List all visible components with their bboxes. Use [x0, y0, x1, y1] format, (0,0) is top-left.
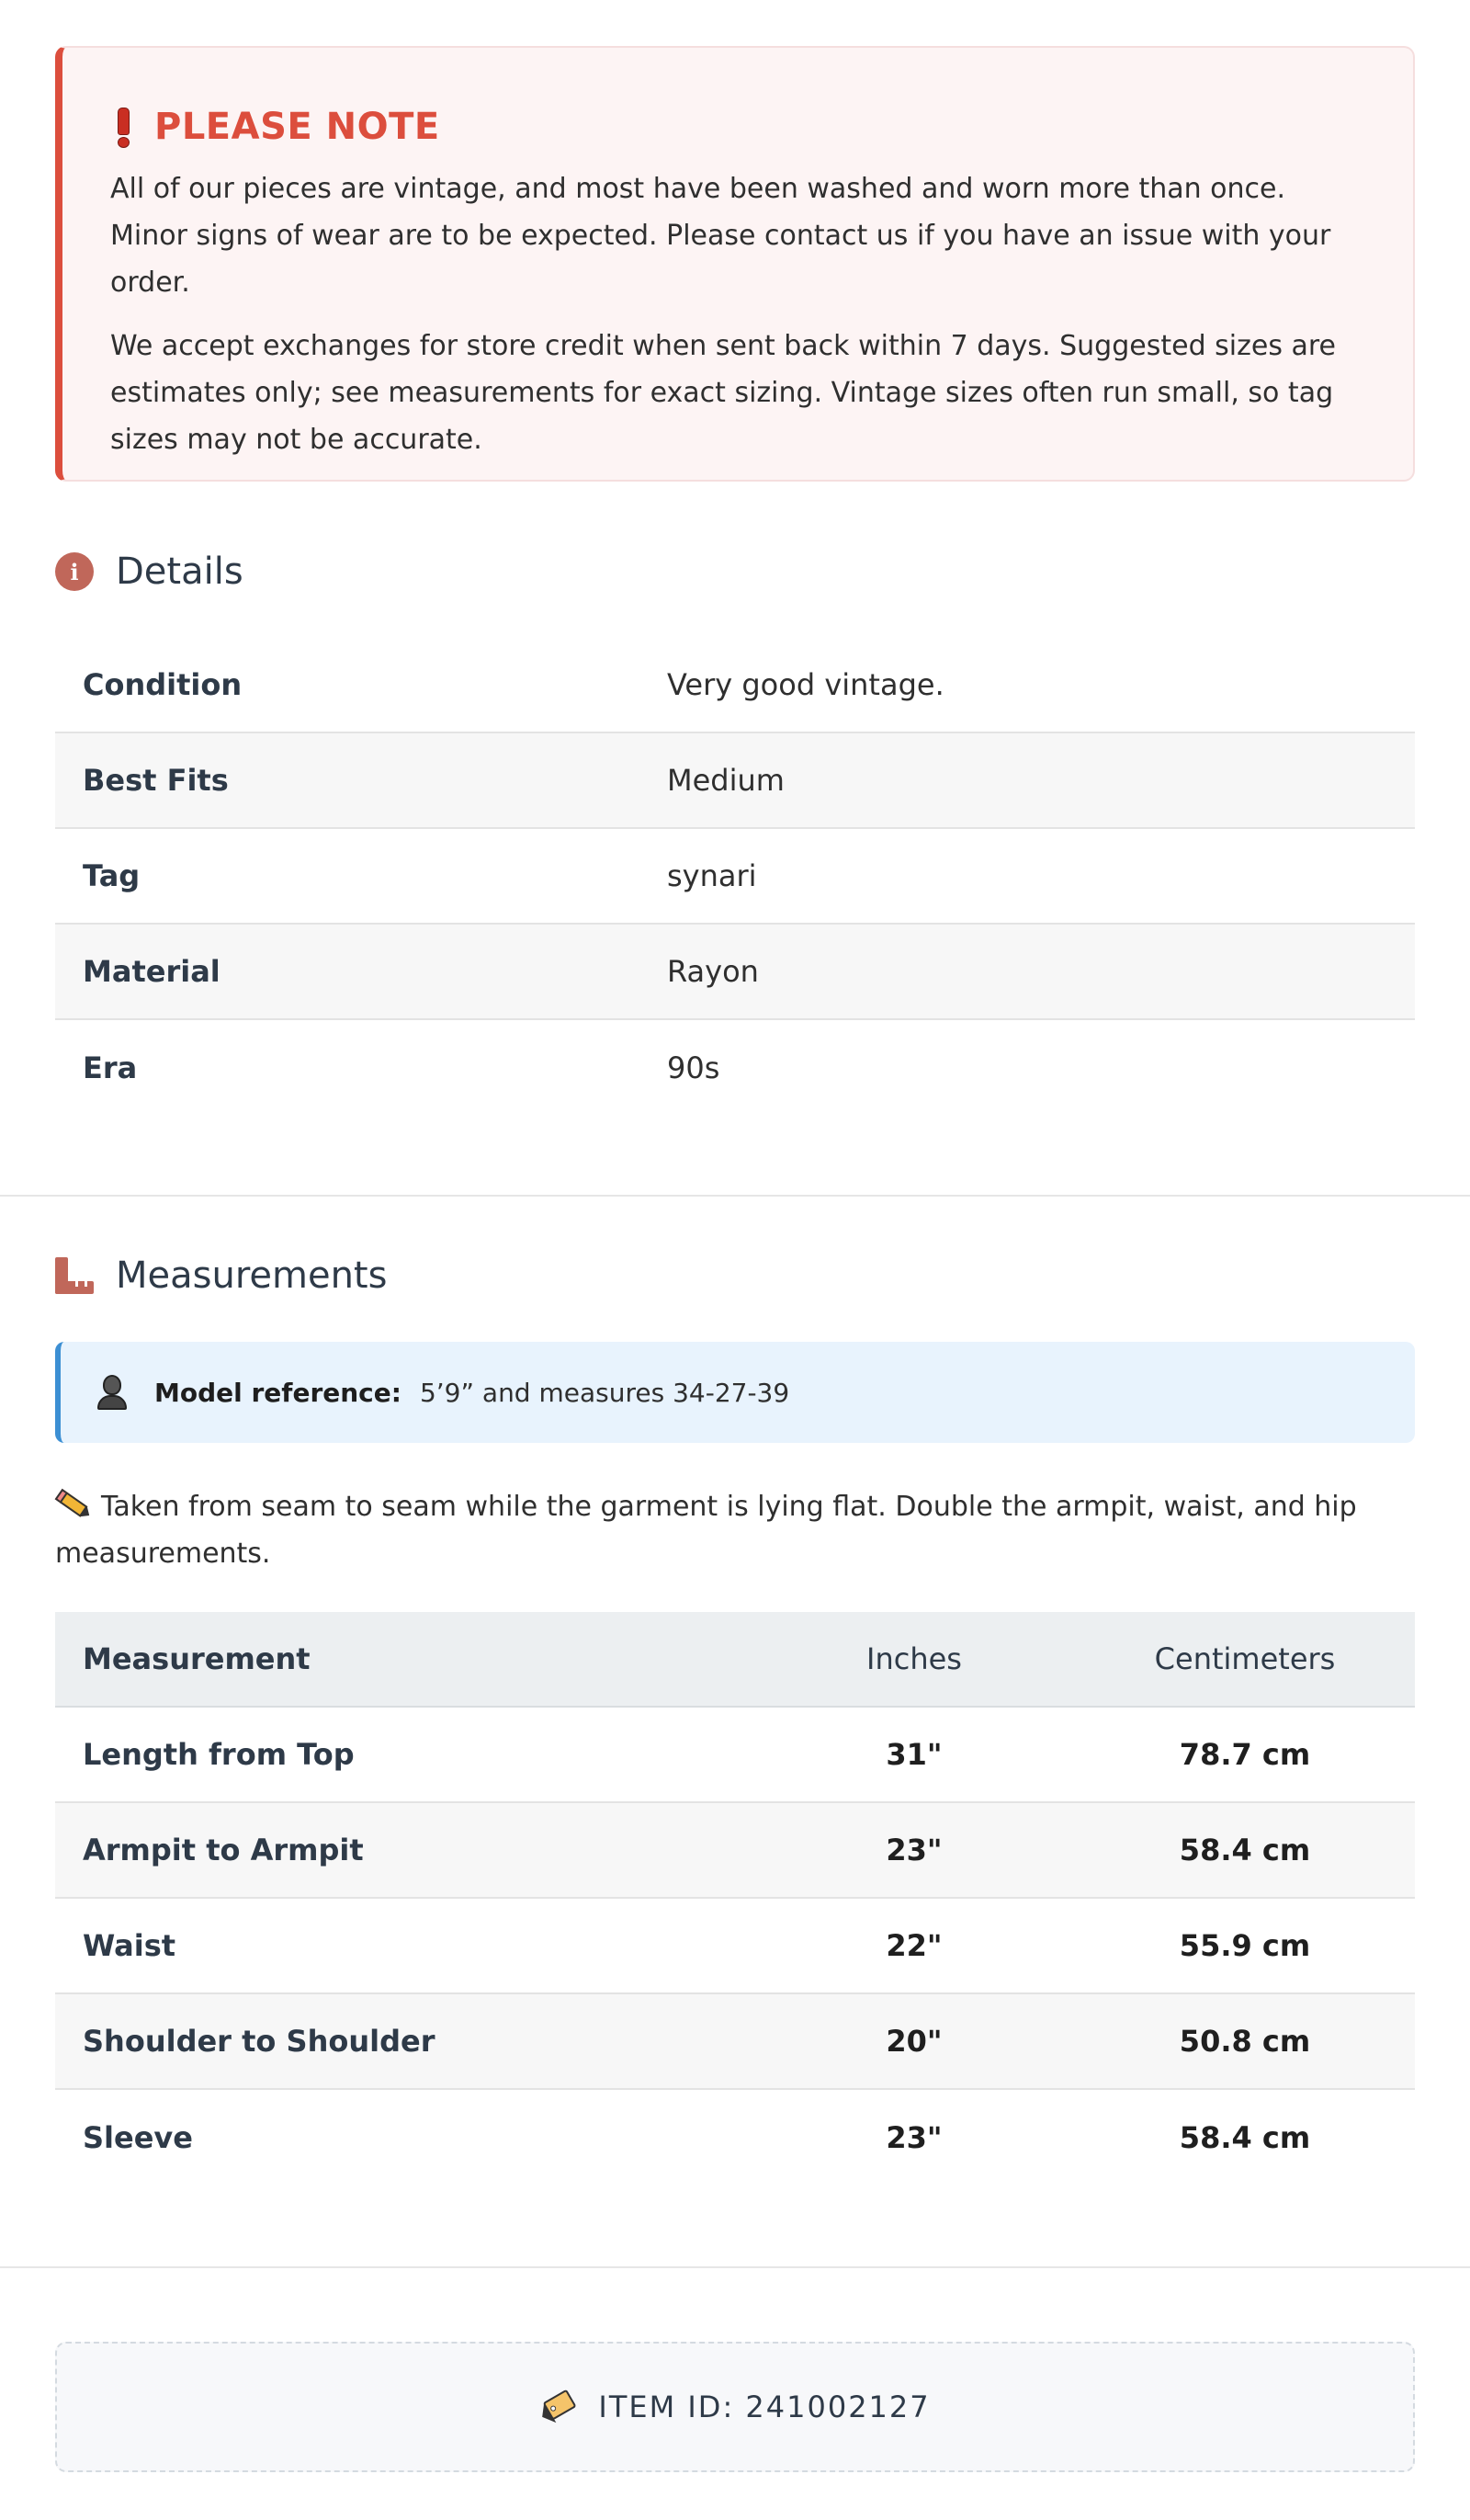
exclamation-icon — [116, 108, 129, 146]
table-row — [55, 1803, 1415, 1899]
measurement-cm: 55.9 cm — [1179, 1928, 1311, 1963]
details-row-tag — [55, 829, 1415, 925]
details-row-condition — [55, 638, 1415, 733]
table-row — [55, 1994, 1415, 2090]
measurement-name: Waist — [83, 1928, 176, 1963]
details-label: Best Fits — [83, 763, 229, 798]
column-header-centimeters: Centimeters — [1154, 1641, 1336, 1676]
item-id-box — [55, 2342, 1415, 2472]
details-title: Details — [116, 551, 243, 593]
details-row-best-fits — [55, 733, 1415, 829]
measurements-table — [55, 1612, 1415, 2185]
measurement-cm: 58.4 cm — [1179, 2120, 1311, 2155]
measurement-name: Armpit to Armpit — [83, 1833, 364, 1867]
details-value: 90s — [667, 1050, 720, 1085]
pencil-icon — [53, 1487, 93, 1522]
table-row — [55, 1899, 1415, 1994]
section-divider — [0, 1195, 1470, 1197]
model-reference-label: Model reference: — [154, 1377, 401, 1408]
measurements-table-header — [55, 1612, 1415, 1708]
notice-header — [110, 101, 1367, 153]
measurement-inches: 31" — [886, 1737, 943, 1772]
ruler-icon — [55, 1257, 94, 1294]
measurement-note-text: Taken from seam to seam while the garment is lying flat. Double the armpit, waist, and hip measurements. — [55, 1491, 1357, 1570]
measurement-name: Length from Top — [83, 1737, 355, 1772]
details-value: synari — [667, 858, 757, 893]
measurement-cm: 78.7 cm — [1179, 1737, 1311, 1772]
details-value: Very good vintage. — [667, 667, 944, 702]
tag-icon — [534, 2383, 582, 2430]
info-icon: i — [55, 552, 94, 591]
details-label: Tag — [83, 858, 141, 893]
measurement-inches: 23" — [886, 1833, 943, 1867]
measurement-note — [55, 1483, 1415, 1577]
details-label: Condition — [83, 667, 243, 702]
model-reference-box — [55, 1342, 1415, 1443]
measurements-header — [55, 1248, 387, 1303]
section-divider — [0, 2266, 1470, 2268]
details-row-era — [55, 1020, 1415, 1116]
notice-paragraph-2: We accept exchanges for store credit when sent back within 7 days. Suggested sizes are estimates only; see measurements for exact sizing. Vintage sizes often run small, so tag sizes may not be accurate. — [110, 330, 1337, 456]
details-row-material — [55, 925, 1415, 1020]
measurement-inches: 20" — [886, 2024, 943, 2059]
measurement-name: Sleeve — [83, 2120, 193, 2155]
person-icon — [96, 1375, 129, 1410]
details-label: Era — [83, 1050, 138, 1085]
notice-title: PLEASE NOTE — [154, 106, 440, 148]
measurements-title: Measurements — [116, 1254, 388, 1297]
details-header — [55, 544, 243, 599]
notice-paragraph-1: All of our pieces are vintage, and most have been washed and worn more than once. Minor signs of wear are to be expected. Please contact us if you have an issue with your order. — [110, 173, 1331, 299]
measurement-cm: 58.4 cm — [1179, 1833, 1311, 1867]
table-row — [55, 2090, 1415, 2185]
measurement-inches: 23" — [886, 2120, 943, 2155]
details-label: Material — [83, 954, 220, 989]
details-value: Rayon — [667, 954, 759, 989]
item-id-label: ITEM ID: 241002127 — [598, 2389, 931, 2424]
details-value: Medium — [667, 763, 785, 798]
column-header-inches: Inches — [866, 1641, 962, 1676]
please-note-box — [55, 46, 1415, 482]
measurement-cm: 50.8 cm — [1179, 2024, 1311, 2059]
model-reference-value: 5’9” and measures 34-27-39 — [419, 1377, 790, 1408]
measurement-name: Shoulder to Shoulder — [83, 2024, 435, 2059]
table-row — [55, 1708, 1415, 1803]
details-table — [55, 638, 1415, 1116]
measurement-inches: 22" — [886, 1928, 943, 1963]
column-header-measurement: Measurement — [83, 1641, 311, 1676]
